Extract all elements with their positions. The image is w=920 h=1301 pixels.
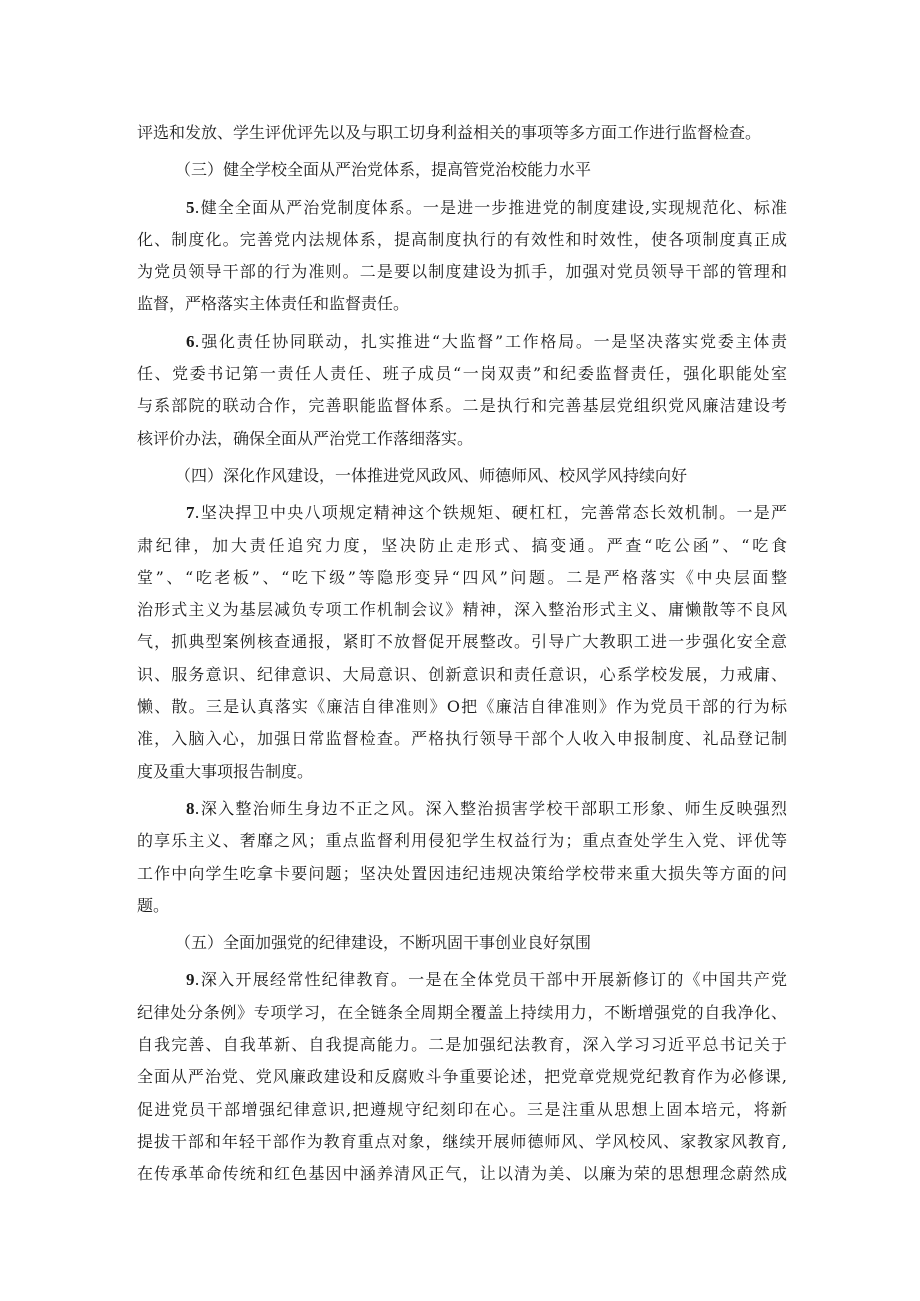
line-text: .深入开展经常性纪律教育。一是在全体党员干部中开展新修订的《中国共产党 <box>194 970 787 990</box>
line-text: .健全全面从严治党制度体系。一是进一步推进党的制度建设,实现规范化、标准 <box>194 197 787 217</box>
line-text: 工作中向学生吃拿卡要问题；坚决处置因违纪违规决策给学校带来重大损失等方面的问 <box>137 863 787 883</box>
line-text: 评选和发放、学生评优评先以及与职工切身利益相关的事项等多方面工作进行监督检查。 <box>137 123 762 142</box>
item-number: 6 <box>186 331 195 351</box>
item-number: 5 <box>186 197 195 217</box>
item-number: 7 <box>186 503 195 523</box>
paragraph-line <box>137 1158 787 1190</box>
paragraph-line <box>137 964 787 996</box>
paragraph-line <box>137 890 787 922</box>
paragraph-line <box>137 530 787 562</box>
paragraph-line <box>137 288 787 320</box>
heading-text: （三）健全学校全面从严治党体系，提高管党治校能力水平 <box>175 160 592 180</box>
line-text: 题。 <box>137 895 170 915</box>
paragraph-line <box>137 1029 787 1061</box>
line-text: 化、制度化。完善党内法规体系，提高制度执行的有效性和时效性，使各项制度真正成 <box>137 229 787 249</box>
paragraph-line <box>137 997 787 1029</box>
line-text: 促进党员干部增强纪律意识,把遵规守纪刻印在心。三是注重从思想上固本培元，将新 <box>137 1099 787 1119</box>
line-text: 懒、散。三是认真落实《廉洁自律准则》O把《廉洁自律准则》作为党员干部的行为标 <box>137 697 787 717</box>
line-text: 度及重大事项报告制度。 <box>137 761 314 781</box>
paragraph-line <box>137 825 787 857</box>
paragraph-line <box>137 117 787 149</box>
heading-text: （五）全面加强党的纪律建设，不断巩固干事创业良好氛围 <box>175 933 592 953</box>
paragraph-line <box>137 224 787 256</box>
paragraph-line <box>137 756 787 788</box>
paragraph-line <box>137 1061 787 1093</box>
paragraph-line <box>137 497 787 529</box>
section-heading <box>137 154 787 186</box>
line-text: 为党员领导干部的行为准则。二是要以制度建设为抓手，加强对党员领导干部的管理和 <box>137 262 787 282</box>
line-text: 治形式主义为基层减负专项工作机制会议》精神，深入整治形式主义、庸懒散等不良风 <box>137 600 787 620</box>
paragraph-line <box>137 562 787 594</box>
paragraph-line <box>137 659 787 691</box>
paragraph-line <box>137 793 787 825</box>
section-heading <box>137 927 787 959</box>
line-text: .强化责任协同联动，扎实推进“大监督”工作格局。一是坚决落实党委主体责 <box>194 331 787 351</box>
paragraph-line <box>137 358 787 390</box>
line-text: .深入整治师生身边不正之风。深入整治损害学校干部职工形象、师生反映强烈 <box>194 798 787 818</box>
paragraph-line <box>137 192 787 224</box>
paragraph-line <box>137 256 787 288</box>
paragraph-line <box>137 691 787 723</box>
line-text: 监督，严格落实主体责任和监督责任。 <box>137 294 410 314</box>
heading-text: （四）深化作风建设，一体推进党风政风、师德师风、校风学风持续向好 <box>175 465 688 485</box>
paragraph-line <box>137 1126 787 1158</box>
line-text: 自我完善、自我革新、自我提高能力。二是加强纪法教育，深入学习习近平总书记关于 <box>137 1035 787 1055</box>
line-text: 气，抓典型案例核查通报，紧盯不放督促开展整改。引导广大教职工进一步强化安全意 <box>137 632 787 652</box>
paragraph-line <box>137 326 787 358</box>
line-text: 识、服务意识、纪律意识、大局意识、创新意识和责任意识，心系学校发展，力戒庸、 <box>137 664 787 684</box>
line-text: 的享乐主义、奢靡之风；重点监督利用侵犯学生权益行为；重点查处学生入党、评优等 <box>137 831 787 851</box>
line-text: 核评价办法，确保全面从严治党工作落细落实。 <box>137 428 474 448</box>
section-heading <box>137 460 787 492</box>
line-text: 全面从严治党、党风廉政建设和反腐败斗争重要论述，把党章党规党纪教育作为必修课, <box>137 1067 787 1087</box>
line-text: 提拔干部和年轻干部作为教育重点对象，继续开展师德师风、学风校风、家教家风教育, <box>137 1131 787 1151</box>
paragraph-line <box>137 723 787 755</box>
line-text: 任、党委书记第一责任人责任、班子成员“一岗双责”和纪委监督责任，强化职能处室 <box>137 364 787 384</box>
line-text: 与系部院的联动合作，完善职能监督体系。二是执行和完善基层党组织党风廉洁建设考 <box>137 396 787 416</box>
paragraph-line <box>137 390 787 422</box>
paragraph-line <box>137 423 787 455</box>
line-text: 肃纪律，加大责任追究力度，坚决防止走形式、搞变通。严查“吃公函”、“吃食 <box>137 535 787 555</box>
line-text: 准，入脑入心，加强日常监督检查。严格执行领导干部个人收入申报制度、礼品登记制 <box>137 729 787 749</box>
paragraph-line <box>137 594 787 626</box>
document-body <box>137 117 787 1191</box>
paragraph-line <box>137 858 787 890</box>
item-number: 9 <box>186 970 195 990</box>
line-text: 堂”、“吃老板”、“吃下级”等隐形变异“四风”问题。二是严格落实《中央层面整 <box>137 567 787 587</box>
line-text: 纪律处分条例》专项学习，在全链条全周期全覆盖上持续用力，不断增强党的自我净化、 <box>137 1002 787 1022</box>
line-text: 在传承革命传统和红色基因中涵养清风正气，让以清为美、以廉为荣的思想理念蔚然成 <box>137 1164 787 1184</box>
line-text: .坚决捍卫中央八项规定精神这个铁规矩、硬杠杠，完善常态长效机制。一是严 <box>194 503 787 523</box>
item-number: 8 <box>186 798 195 818</box>
paragraph-line <box>137 1094 787 1126</box>
paragraph-line <box>137 626 787 658</box>
